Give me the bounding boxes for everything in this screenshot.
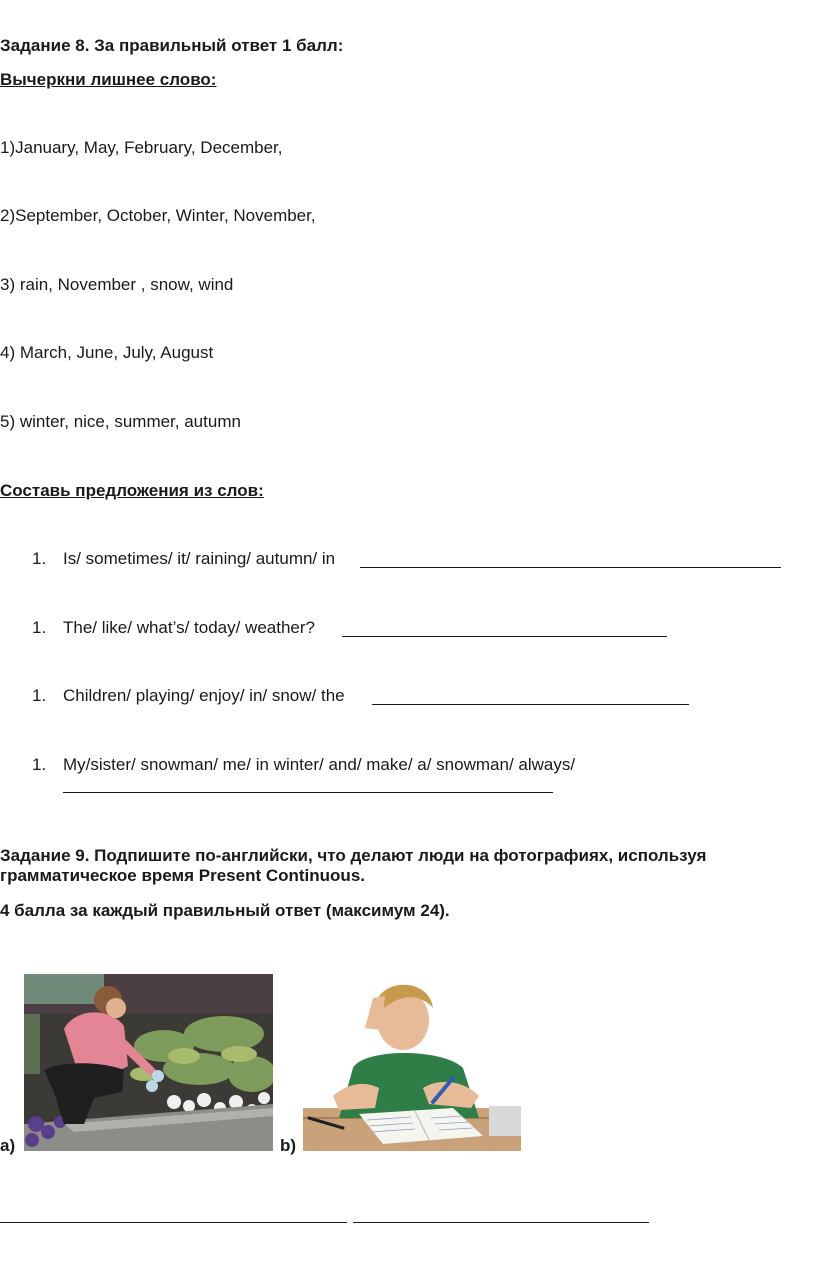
task9-points: 4 балла за каждый правильный ответ (максимум 24). [0,901,450,920]
answer-line[interactable] [342,636,667,637]
answer-line[interactable] [63,792,553,793]
cross-out-heading: Вычеркни лишнее слово: [0,70,217,89]
photo-b-label: b) [280,1136,297,1155]
photo-a-label: a) [0,1136,16,1155]
sentences-heading: Составь предложения из слов: [0,481,264,500]
answer-line-a[interactable] [0,1222,347,1223]
list-item: 5) winter, nice, summer, autumn [0,412,241,431]
task8-title: Задание 8. За правильный ответ 1 балл: [0,36,344,55]
sentence-number: 1. [32,686,47,705]
task9-title-line2: грамматическое время Present Continuous. [0,866,365,885]
sentence-text: Is/ sometimes/ it/ raining/ autumn/ in [63,549,336,568]
sentence-number: 1. [32,549,47,568]
task9-title-line1: Задание 9. Подпишите по-английски, что делают люди на фотографиях, используя [0,846,707,865]
list-item: 3) rain, November , snow, wind [0,275,234,294]
sentence-number: 1. [32,618,47,637]
sentence-text: Children/ playing/ enjoy/ in/ snow/ the [63,686,345,705]
sentence-number: 1. [32,755,47,774]
list-item: 4) March, June, July, August [0,343,214,362]
list-item: 2)September, October, Winter, November, [0,206,316,225]
answer-line[interactable] [360,567,781,568]
answer-line-b[interactable] [353,1222,649,1223]
photo-boy-writing [303,968,521,1151]
answer-line[interactable] [372,704,689,705]
list-item: 1)January, May, February, December, [0,138,283,157]
sentence-text: My/sister/ snowman/ me/ in winter/ and/ make/ a/ snowman/ always/ [63,755,576,774]
photo-gardener [24,974,273,1151]
sentence-text: The/ like/ what’s/ today/ weather? [63,618,315,637]
